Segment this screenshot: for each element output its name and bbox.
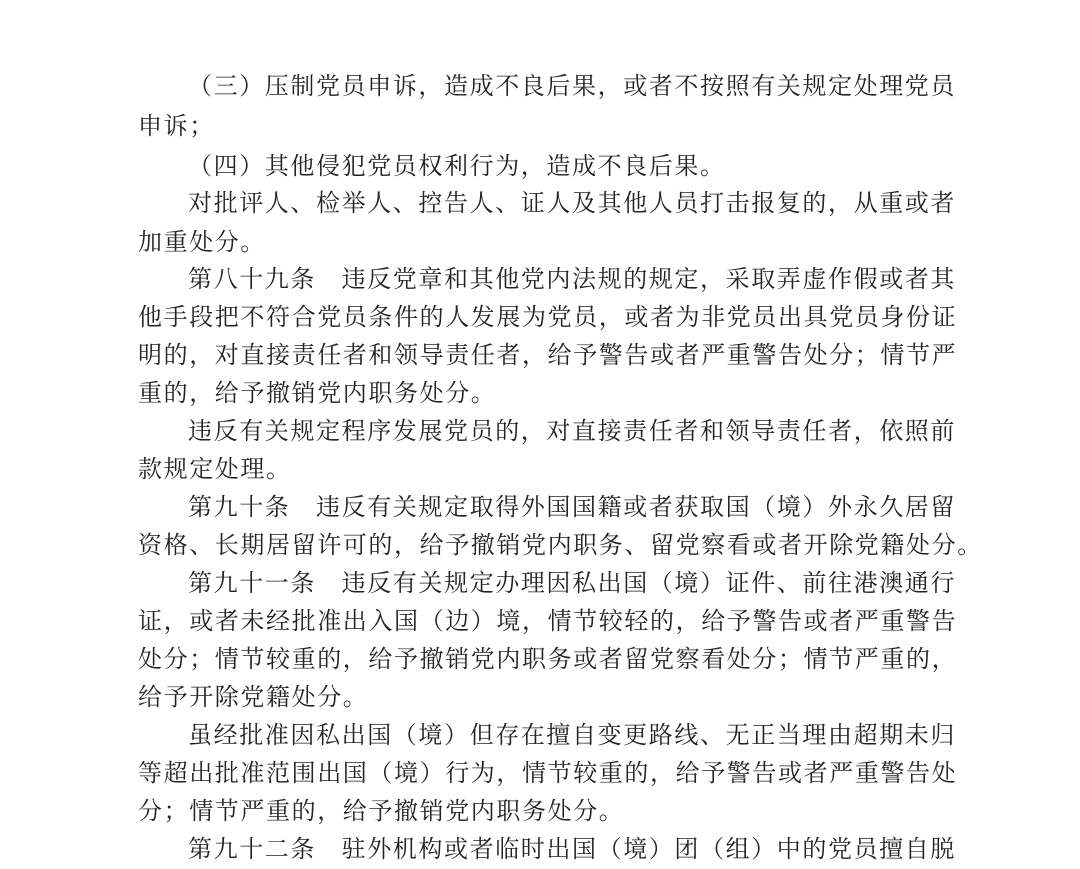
text-line: 明的，对直接责任者和领导责任者，给予警告或者严重警告处分；情节严: [138, 341, 958, 369]
text-line: 违反有关规定程序发展党员的，对直接责任者和领导责任者，依照前: [188, 417, 956, 445]
text-line: 给予开除党籍处分。: [138, 683, 369, 711]
text-line: 虽经批准因私出国（境）但存在擅自变更路线、无正当理由超期未归: [188, 721, 956, 749]
text-line: 第八十九条 违反党章和其他党内法规的规定，采取弄虚作假或者其: [188, 265, 956, 293]
text-line: 第九十一条 违反有关规定办理因私出国（境）证件、前往港澳通行: [188, 569, 956, 597]
text-line: 款规定处理。: [138, 455, 292, 483]
text-line: （三）压制党员申诉，造成不良后果，或者不按照有关规定处理党员: [188, 72, 956, 100]
text-line: 加重处分。: [138, 228, 266, 256]
text-line: 证，或者未经批准出入国（边）境，情节较轻的，给予警告或者严重警告: [138, 607, 958, 635]
text-line: 第九十二条 驻外机构或者临时出国（境）团（组）中的党员擅自脱: [188, 835, 956, 863]
text-line: 对批评人、检举人、控告人、证人及其他人员打击报复的，从重或者: [188, 189, 956, 217]
text-line: 分；情节严重的，给予撤销党内职务处分。: [138, 797, 625, 825]
text-line: 资格、长期居留许可的，给予撤销党内职务、留党察看或者开除党籍处分。: [138, 531, 983, 559]
text-line: （四）其他侵犯党员权利行为，造成不良后果。: [188, 152, 726, 180]
text-line: 第九十条 违反有关规定取得外国国籍或者获取国（境）外永久居留: [188, 493, 956, 521]
text-line: 处分；情节较重的，给予撤销党内职务或者留党察看处分；情节严重的，: [138, 645, 958, 673]
text-line: 他手段把不符合党员条件的人发展为党员，或者为非党员出具党员身份证: [138, 303, 958, 331]
text-line: 等超出批准范围出国（境）行为，情节较重的，给予警告或者严重警告处: [138, 759, 958, 787]
text-line: 申诉；: [138, 112, 215, 140]
text-line: 重的，给予撤销党内职务处分。: [138, 379, 497, 407]
